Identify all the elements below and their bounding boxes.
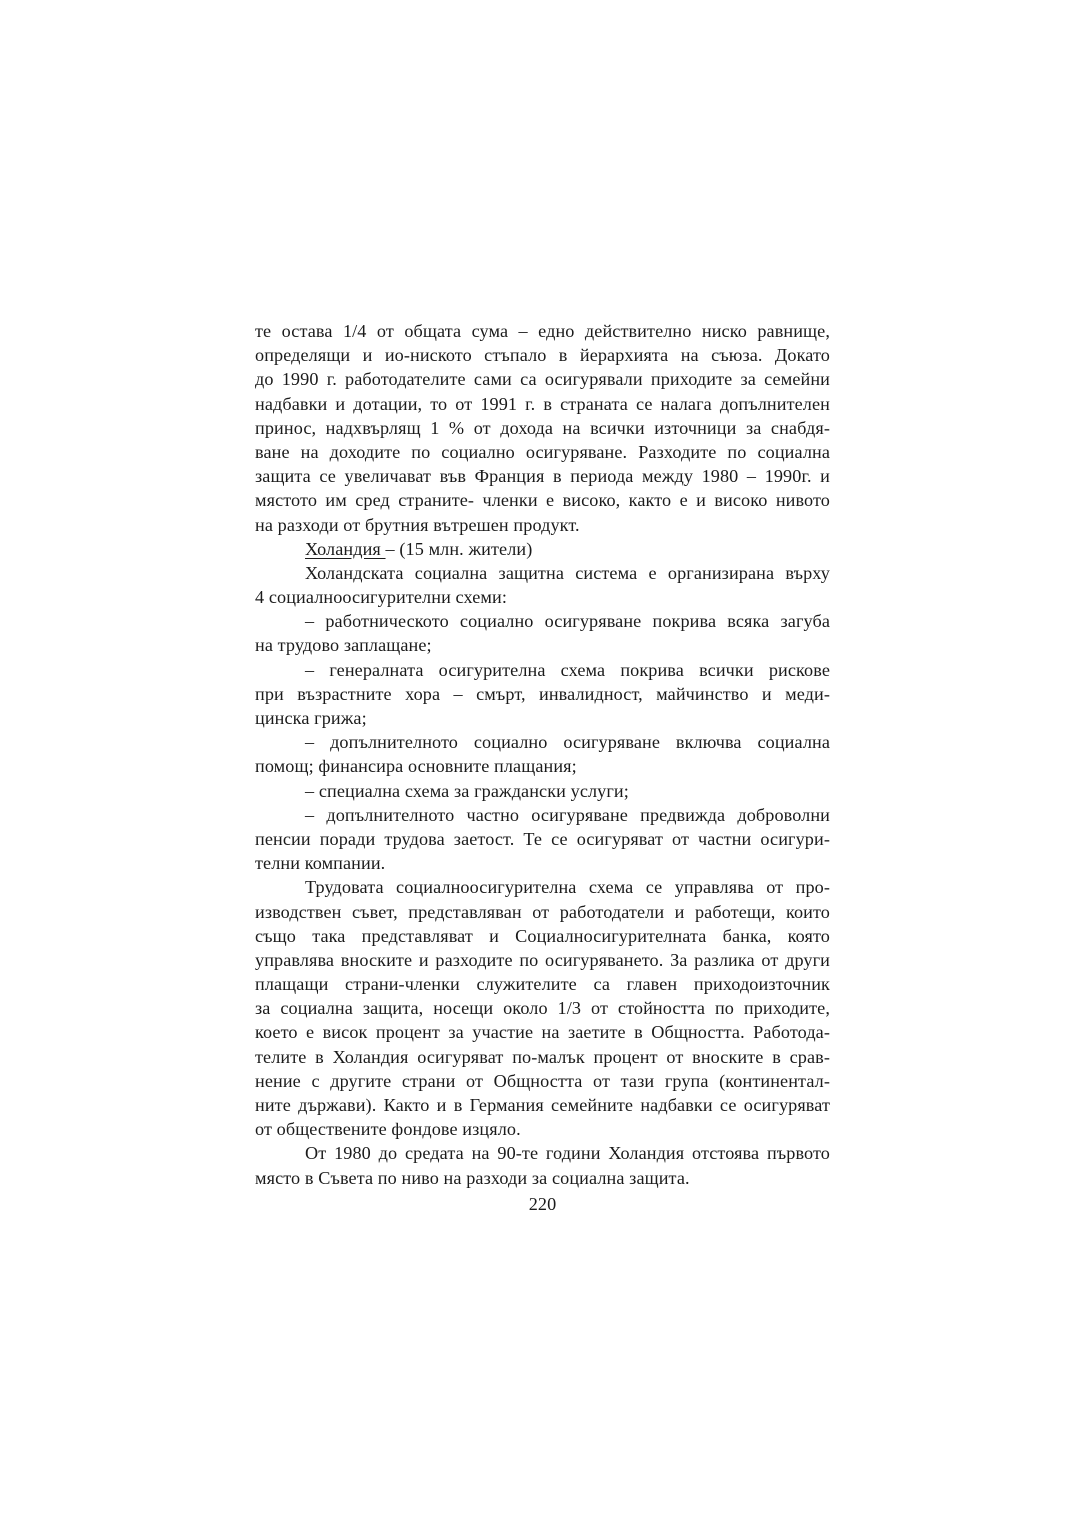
text-line: изводствен съвет, представляван от работодатели и работещи, които bbox=[255, 901, 830, 922]
text-line: при възрастните хора – смърт, инвалидност, майчинство и меди- bbox=[255, 683, 830, 704]
text-line: – специална схема за граждански услуги; bbox=[305, 780, 629, 801]
text-line: до 1990 г. работодателите сами са осигурявали приходите за семейни bbox=[255, 369, 830, 390]
text-line: защита се увеличават във Франция в периода между 1980 – 1990г. и bbox=[255, 466, 830, 487]
para-labour-scheme-management bbox=[255, 875, 830, 1141]
text-line: 4 социалноосигурителни схеми: bbox=[255, 587, 507, 608]
text-line: което е висок процент за участие на заетите в Общността. Работода- bbox=[255, 1022, 830, 1043]
text-line: – допълнителното частно осигуряване предвижда доброволни bbox=[305, 804, 830, 825]
scheme-item-general-insurance bbox=[255, 658, 830, 731]
text-line: също така представляват и Социалносигурителната банка, която bbox=[255, 925, 830, 946]
text-line: ване на доходите по социално осигуряване. Разходите по социална bbox=[255, 441, 830, 462]
text-line: принос, надхвърлящ 1 % от дохода на всички източници за снабдя- bbox=[255, 417, 830, 438]
text-line: управлява вноските и разходите по осигуряването. За разлика от други bbox=[255, 949, 830, 970]
text-line: – допълнителното социално осигуряване включва социална bbox=[305, 732, 830, 753]
text-segment: – (15 млн. жители) bbox=[385, 538, 533, 559]
scheme-item-workers-insurance bbox=[255, 609, 830, 657]
underlined-term: Холандия bbox=[305, 538, 386, 559]
text-line: Холандската социална защитна система е организирана върху bbox=[305, 562, 830, 583]
page-number: 220 bbox=[528, 1194, 557, 1215]
para-dutch-system-intro bbox=[255, 561, 830, 609]
text-line: за социална защита, носещи около 1/3 от стойността по приходите, bbox=[255, 998, 830, 1019]
text-line: ните държави). Както и в Германия семейните надбавки се осигуряват bbox=[255, 1095, 830, 1115]
text-line: определящи и ио-ниското стъпало в йерархията на съюза. Докато bbox=[255, 345, 830, 366]
text-line: Трудовата социалноосигурителна схема се управлява от про- bbox=[305, 877, 830, 898]
text-line: телите в Холандия осигуряват по-малък процент от вноските в срав- bbox=[255, 1046, 830, 1067]
scheme-item-civil-services bbox=[255, 779, 830, 803]
text-line: те остава 1/4 от общата сума – едно действително ниско равнище, bbox=[255, 321, 830, 341]
text-line: плащащи страни-членки служителите са главен приходоизточник bbox=[255, 974, 830, 995]
text-line: на разходи от брутния вътрешен продукт. bbox=[255, 514, 580, 535]
scheme-item-private-insurance bbox=[255, 803, 830, 876]
text-line: – работническото социално осигуряване покрива всяка загуба bbox=[305, 611, 830, 632]
text-line: цинска грижа; bbox=[255, 708, 367, 728]
text-line: – генералната осигурителна схема покрива всички рискове bbox=[305, 659, 830, 680]
text-line: помощ; финансира основните плащания; bbox=[255, 756, 577, 777]
text-line: мястото им сред страните- членки е високо, както е и високо нивото bbox=[255, 490, 830, 511]
scheme-item-supplementary-social bbox=[255, 730, 830, 778]
text-line: От 1980 до средата на 90-те години Холандия отстоява първото bbox=[305, 1143, 830, 1164]
text-line: нение с другите страни от Общността от тази група (континентал- bbox=[255, 1070, 830, 1091]
para-france-social-spending bbox=[255, 319, 830, 537]
text-line: пенсии поради трудова заетост. Те се осигуряват от частни осигури- bbox=[255, 828, 830, 849]
text-line: от обществените фондове изцяло. bbox=[255, 1119, 521, 1140]
text-line: телни компании. bbox=[255, 853, 386, 874]
text-line: на трудово заплащане; bbox=[255, 635, 432, 656]
text-line bbox=[255, 537, 830, 561]
para-netherlands-first-place bbox=[255, 1141, 830, 1189]
heading-netherlands bbox=[255, 537, 830, 561]
text-line: надбавки и дотации, то от 1991 г. в страната се налага допълнителен bbox=[255, 393, 830, 414]
text-line: място в Съвета по ниво на разходи за социална защита. bbox=[255, 1167, 690, 1188]
page-text-column bbox=[255, 319, 830, 1216]
